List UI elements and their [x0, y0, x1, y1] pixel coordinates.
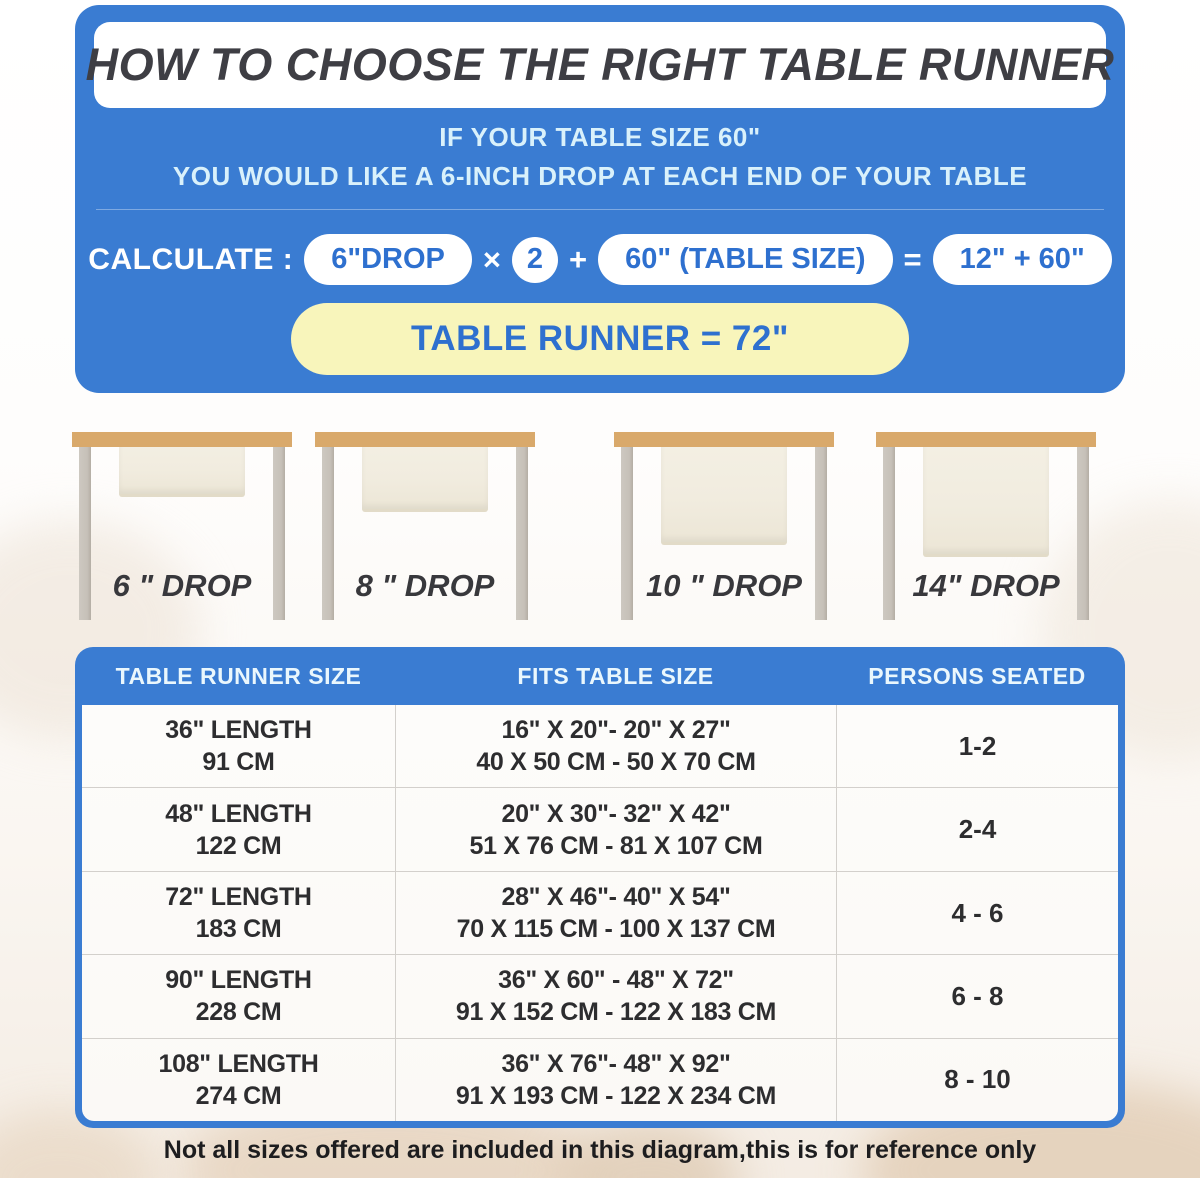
drop-label: 8 " DROP [355, 568, 495, 603]
fits-table-cell [395, 955, 836, 1037]
column-header-runner-size: TABLE RUNNER SIZE [115, 662, 362, 689]
fits-cm: 91 X 193 CM - 122 X 234 CM [455, 1081, 777, 1110]
runner-length-cm: 274 CM [195, 1081, 282, 1110]
multiplier-badge: 2 [512, 237, 558, 283]
fits-table-cell [395, 788, 836, 870]
runner-length-cm: 122 CM [195, 831, 282, 860]
tabletop [72, 432, 292, 447]
fits-inches: 36" X 60" - 48" X 72" [498, 966, 734, 995]
persons-seated-value: 2-4 [958, 814, 997, 845]
runner-size-cell [82, 1039, 395, 1121]
fits-inches: 16" X 20"- 20" X 27" [501, 716, 731, 745]
size-table-panel [75, 647, 1125, 1128]
runner-drape [661, 432, 787, 545]
persons-cell [836, 1039, 1118, 1121]
fits-cm: 70 X 115 CM - 100 X 137 CM [456, 915, 776, 944]
fits-inches: 36" X 76"- 48" X 92" [501, 1049, 731, 1078]
table-row [82, 1038, 1118, 1121]
table-illustration-8-drop [315, 432, 535, 632]
runner-length-inches: 108" LENGTH [158, 1049, 319, 1078]
fits-table-cell [395, 705, 836, 787]
drop-label: 10 " DROP [646, 568, 802, 603]
plus-sign: + [569, 241, 588, 277]
persons-cell [836, 872, 1118, 954]
reference-disclaimer: Not all sizes offered are included in this diagram,this is for reference only [163, 1136, 1037, 1164]
fits-inches: 28" X 46"- 40" X 54" [501, 883, 731, 912]
fits-cm: 91 X 152 CM - 122 X 183 CM [455, 998, 777, 1027]
page-title: HOW TO CHOOSE THE RIGHT TABLE RUNNER [85, 39, 1115, 90]
runner-size-cell [82, 705, 395, 787]
equals-sign: = [903, 241, 922, 277]
fits-cm: 51 X 76 CM - 81 X 107 CM [469, 831, 763, 860]
runner-drape [923, 432, 1049, 557]
persons-seated-value: 8 - 10 [944, 1064, 1011, 1095]
subtitle-line-1: IF YOUR TABLE SIZE 60" [439, 122, 761, 152]
runner-size-cell [82, 955, 395, 1037]
runner-length-cm: 228 CM [195, 998, 282, 1027]
persons-seated-value: 4 - 6 [951, 897, 1004, 928]
fits-table-cell [395, 1039, 836, 1121]
tabletop [876, 432, 1096, 447]
persons-seated-value: 1-2 [958, 730, 997, 761]
runner-length-inches: 72" LENGTH [165, 883, 312, 912]
table-row [82, 871, 1118, 954]
table-illustration-10-drop [614, 432, 834, 632]
persons-cell [836, 788, 1118, 870]
table-row [82, 705, 1118, 787]
runner-size-cell [82, 788, 395, 870]
table-size-pill: 60" (TABLE SIZE) [598, 234, 892, 285]
size-table-header [75, 647, 1125, 705]
runner-length-inches: 36" LENGTH [165, 716, 312, 745]
calculate-label: CALCULATE : [88, 242, 294, 276]
drop-label: 6 " DROP [112, 568, 252, 603]
divider [96, 209, 1104, 210]
table-row [82, 787, 1118, 870]
persons-cell [836, 705, 1118, 787]
result-pill: TABLE RUNNER = 72" [291, 303, 909, 375]
persons-cell [836, 955, 1118, 1037]
fits-inches: 20" X 30"- 32" X 42" [501, 799, 731, 828]
runner-length-inches: 48" LENGTH [165, 799, 312, 828]
table-row [82, 954, 1118, 1037]
column-header-fits-table: FITS TABLE SIZE [517, 662, 714, 689]
runner-length-cm: 91 CM [202, 748, 275, 777]
size-table-body [82, 705, 1118, 1121]
drop-value-pill: 6"DROP [304, 234, 472, 285]
table-illustration-14-drop [876, 432, 1096, 632]
sum-pill: 12" + 60" [933, 234, 1112, 285]
subtitle-line-2: YOU WOULD LIKE A 6-INCH DROP AT EACH END OF YOUR TABLE [172, 161, 1028, 191]
title-bar [85, 22, 1115, 108]
tabletop [315, 432, 535, 447]
persons-seated-value: 6 - 8 [951, 980, 1004, 1011]
instruction-panel [75, 5, 1125, 393]
runner-length-cm: 183 CM [195, 915, 282, 944]
fits-table-cell [395, 872, 836, 954]
tabletop [614, 432, 834, 447]
fits-cm: 40 X 50 CM - 50 X 70 CM [476, 748, 756, 777]
calculation-row [75, 234, 1125, 285]
column-header-persons: PERSONS SEATED [868, 662, 1086, 689]
multiply-sign: × [482, 241, 501, 277]
runner-size-cell [82, 872, 395, 954]
drop-label: 14" DROP [912, 568, 1060, 603]
table-illustration-6-drop [72, 432, 292, 632]
runner-length-inches: 90" LENGTH [165, 966, 312, 995]
